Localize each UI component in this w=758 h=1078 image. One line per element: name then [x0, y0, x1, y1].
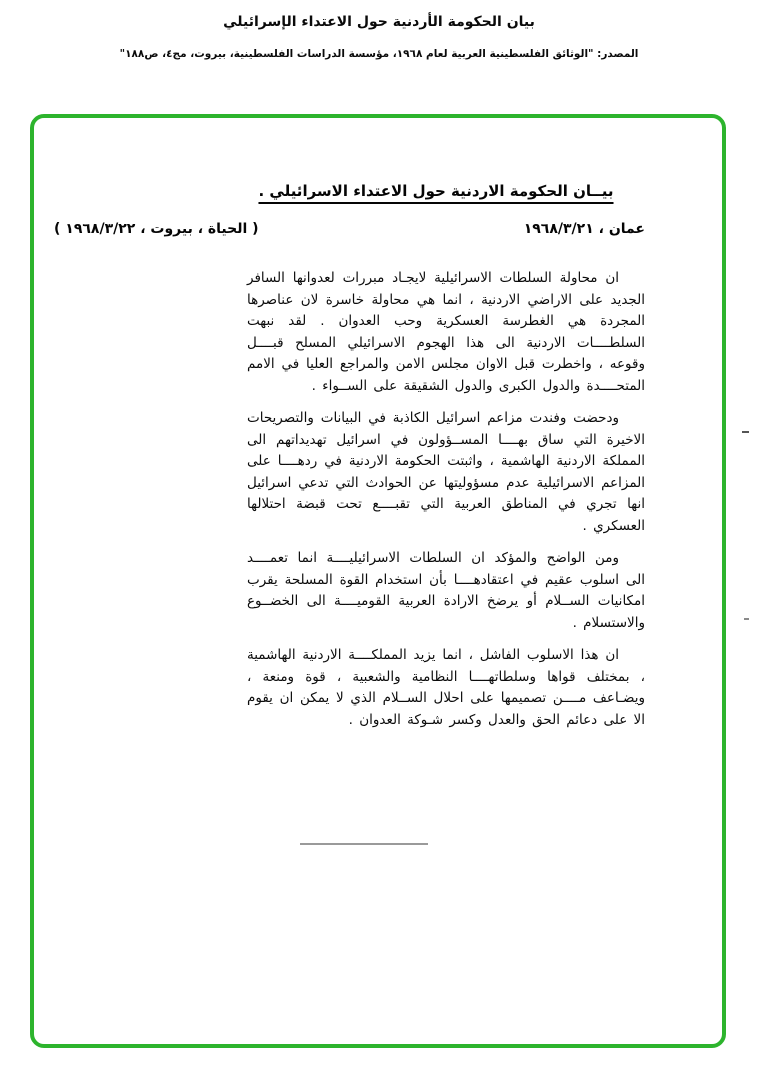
paragraph: ان هذا الاسلوب الفاشل ، انما يزيد المملكــــة الاردنية الهاشمية ، بمختلف قواها وسلطاتهــــا النظامية والشعبية ، قوة ومنعة ، ويضـاعف مــــن تصميمها على احلال الســلام الذي لا يمكن ان يقوم الا على دعائم الحق والعدل وكسر شـوكة العدوان .	[247, 647, 645, 728]
paragraph: ان محاولة السلطات الاسرائيلية لايجـاد مبررات لعدوانها السافر الجديد على الاراضي الاردنية ، انما هي محاولة خاسرة لان عناصرها المجردة هي الغطرسة العسكرية وحب العدوان . لقد نبهت السلطــــات الاردنية الى هذا الهجوم الاسرائيلي المسلح قبــــل وقوعه ، واخطرت قبل الاوان مجلس الامن والمراجع العليا في الامم المتحــــدة والدول الكبرى والدول الشقيقة على الســواء .	[247, 270, 645, 394]
paragraph: ودحضت وفندت مزاعم اسرائيل الكاذبة في البيانات والتصريحات الاخيرة التي ساق بهــــا المســؤولون في اسرائيل تهديداتهم الى المملكة الاردنية الهاشمية ، واثبتت الحكومة الاردنية في ردهــــا على المزاعم الاسرائيلية عدم مسؤوليتها عن الحوادث التي تدعي اسرائيل انها تجري في المناطق العربية التي تقبــــع تحت قبضة احتلالها العسكري .	[247, 410, 645, 534]
paragraph: ومن الواضح والمؤكد ان السلطات الاسرائيليــــة انما تعمــــد الى اسلوب عقيم في اعتقادهــــا بأن استخدام القوة المسلحة يقرب امكانيات الســلام أو يرضخ الارادة العربية القوميــــة الى الخضــوع والاستسلام .	[247, 550, 645, 631]
scan-artifact-mark	[744, 618, 749, 620]
page-header	[0, 0, 758, 60]
document-title: بيــان الحكومة الاردنية حول الاعتداء الاسرائيلي .	[258, 182, 614, 200]
document-body	[247, 268, 645, 731]
scan-artifact-line	[300, 843, 428, 845]
header-source-line: المصدر: "الوثائق الفلسطينية العربية لعام ١٩٦٨، مؤسسة الدراسات الفلسطينية، بيروت، مج٤، ص١٨٨"	[119, 48, 639, 60]
document-frame	[30, 114, 726, 1048]
scan-artifact-mark	[742, 431, 749, 433]
dateline-place-date: عمان ، ١٩٦٨/٣/٢١	[523, 221, 645, 237]
dateline-publication: ( الحياة ، بيروت ، ١٩٦٨/٣/٢٢ )	[54, 221, 259, 237]
dateline	[54, 221, 645, 237]
header-title: بيان الحكومة الأردنية حول الاعتداء الإسرائيلي	[223, 14, 535, 30]
